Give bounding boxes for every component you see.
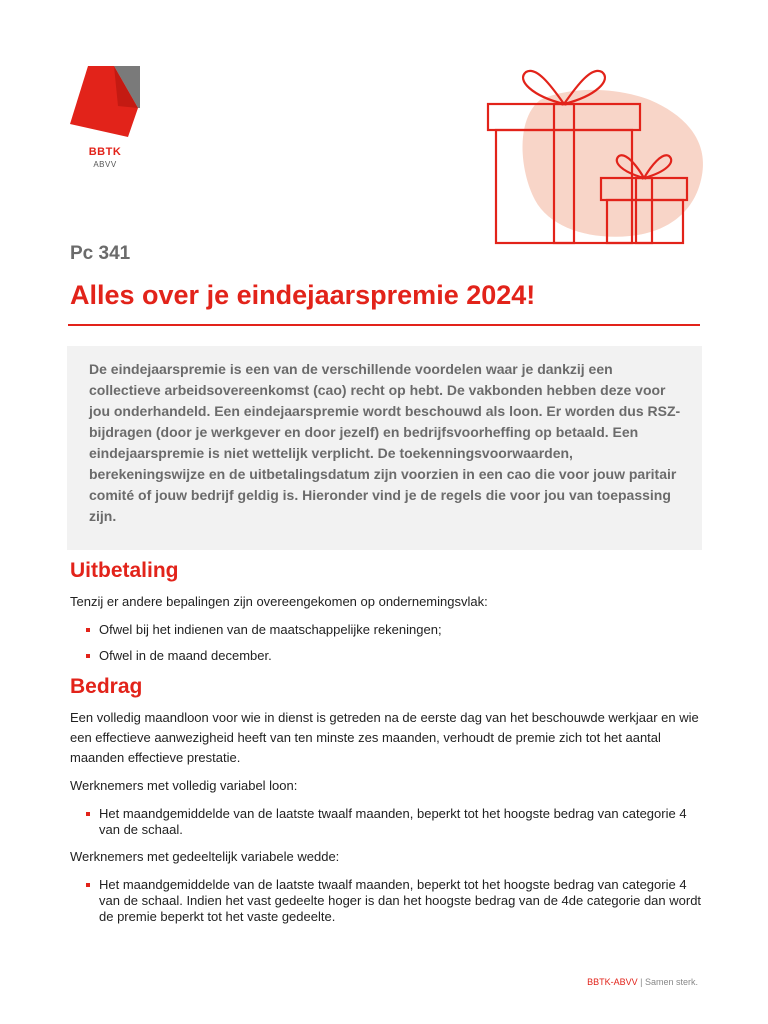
list-item: Ofwel bij het indienen van de maatschappelijke rekeningen; (86, 622, 706, 638)
bedrag-partial-lead: Werknemers met gedeeltelijk variabele wedde: (70, 849, 340, 864)
bbtk-logo-icon (66, 64, 144, 144)
footer-brand: BBTK-ABVV (587, 977, 638, 987)
bedrag-variable-lead: Werknemers met volledig variabel loon: (70, 778, 298, 793)
footer (587, 977, 698, 987)
logo-name: BBTK (88, 146, 122, 158)
bedrag-paragraph: Een volledig maandloon voor wie in dienst is getreden na de eerste dag van het beschouwde werkjaar en wie een effectieve aanwezigheid heeft van ten minste zes maanden, verhoudt de premie zich tot het aantal maanden effectieve prestatie. (70, 710, 699, 765)
uitbetaling-lead: Tenzij er andere bepalingen zijn overeengekomen op ondernemingsvlak: (70, 594, 488, 609)
list-item: Het maandgemiddelde van de laatste twaalf maanden, beperkt tot het hoogste bedrag van categorie 4 van de schaal. Indien het vast gedeelte hoger is dan het hoogste bedrag van de 4de categorie dan wordt de premie beperkt tot het vaste gedeelte. (86, 877, 706, 925)
list-item: Ofwel in de maand december. (86, 648, 706, 664)
intro-box (67, 346, 702, 550)
footer-separator: | (637, 977, 645, 987)
list-item: Het maandgemiddelde van de laatste twaalf maanden, beperkt tot het hoogste bedrag van categorie 4 van de schaal. (86, 806, 706, 838)
title-divider (68, 324, 700, 326)
bbtk-logo (66, 64, 144, 176)
uitbetaling-list (86, 622, 706, 664)
gift-illustration-icon (480, 60, 710, 250)
footer-tagline: Samen sterk. (644, 977, 698, 987)
section-heading-bedrag: Bedrag (70, 675, 143, 698)
page-title: Alles over je eindejaarspremie 2024! (70, 280, 536, 310)
intro-text: De eindejaarspremie is een van de verschillende voordelen waar je dankzij een collectieve arbeidsovereenkomst (cao) recht op hebt. De vakbonden hebben deze voor jou onderhandeld. Een eindejaarspremie wordt beschouwd als loon. Er worden dus RSZ-bijdragen (door je werkgever en door jezelf) en bedrijfsvoorheffing op betaald. Een eindejaarspremie is niet wettelijk verplicht. De toekenningsvoorwaarden, berekeningswijze en de uitbetalingsdatum zijn voorzien in een cao die voor jouw paritair comité of jouw bedrijf geldig is. Hieronder vind je de regels die voor jou van toepassing zijn. (89, 361, 681, 524)
section-heading-uitbetaling: Uitbetaling (70, 559, 179, 582)
pc-number: Pc 341 (70, 243, 131, 264)
logo-sub: ABVV (93, 160, 117, 169)
bedrag-partial-list (86, 877, 706, 925)
gift-illustration (480, 60, 710, 250)
bedrag-variable-list (86, 806, 706, 838)
